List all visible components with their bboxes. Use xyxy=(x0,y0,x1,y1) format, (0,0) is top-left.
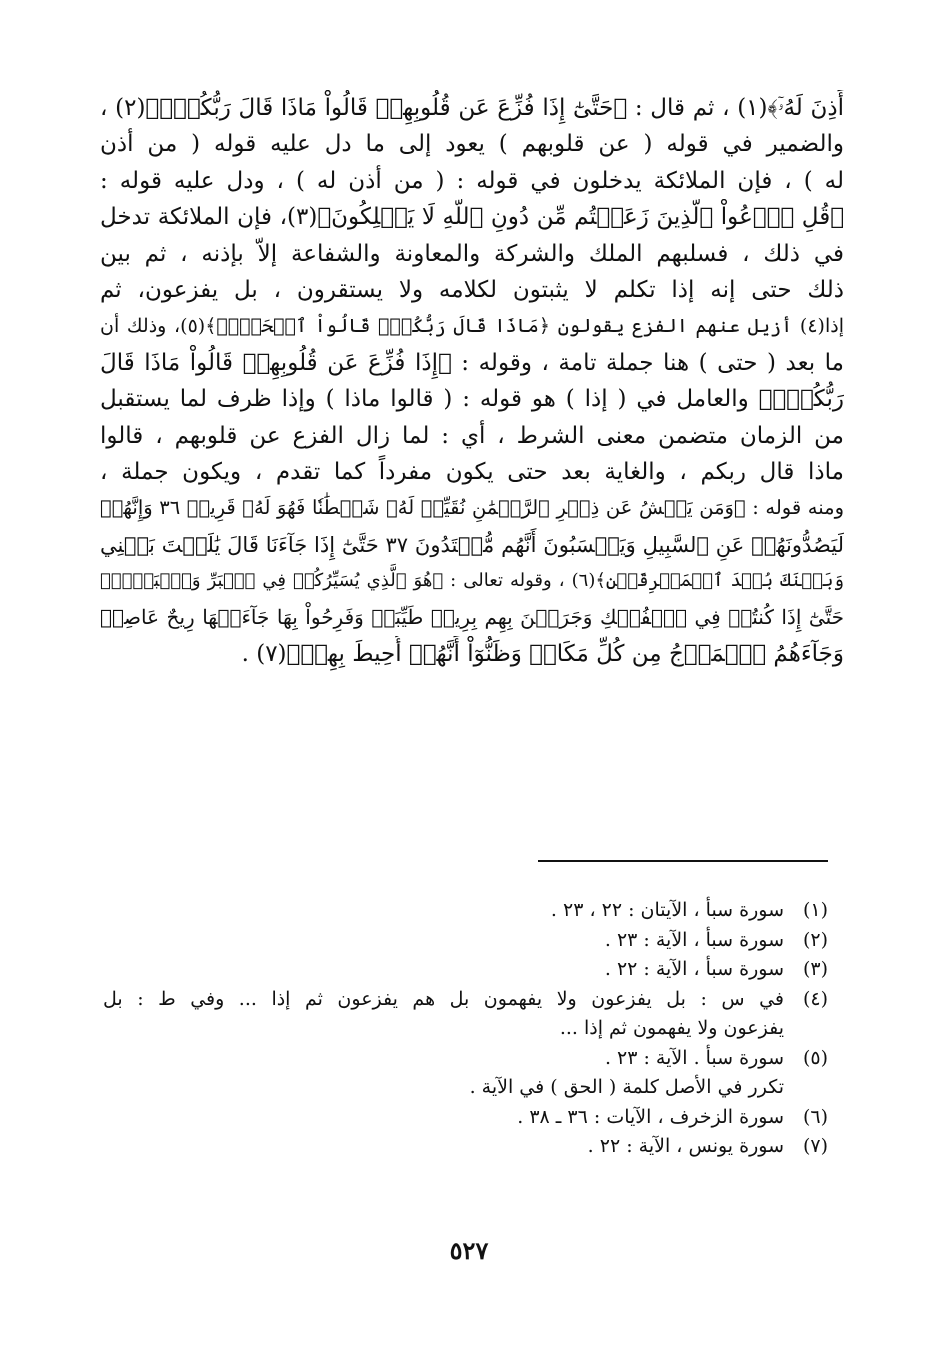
body-line-8: ما بعد ( حتى ) هنا جملة تامة ، وقوله : ﴿إِذَا فُزِّعَ عَن قُلُوبِهِمۡ قَالُواْ مَاذَا قَالَ xyxy=(100,349,844,376)
footnote-number: (٢) xyxy=(802,928,828,951)
footnote-number: (٤) xyxy=(802,987,828,1010)
footnote-text-line: يفزعون ولا يفهمون ثم إذا ... xyxy=(559,1017,784,1039)
footnote-text-line: في س : بل يفزعون ولا يفهمون بل هم يفزعون ثم إذا ... وفي ط : بل xyxy=(103,987,784,1010)
footnote-text xyxy=(103,985,784,1044)
body-line-3: له ) ، فإن الملائكة يدخلون في قوله : ( من أذن له ) ، ودل عليه قوله : xyxy=(100,167,844,194)
body-line-7: إذا(٤) أزيل عنهم الفزع يقولون ﴿مَاذَا قَالَ رَبُّكُمۡۖ قَالُواْ ٱلۡحَقَّۖ﴾(٥)، وذلك أن xyxy=(100,315,844,338)
body-line-16: وَجَآءَهُمُ ٱلۡمَوۡجُ مِن كُلِّ مَكَانٖ وَظَنُّوٓاْ أَنَّهُمۡ أُحِيطَ بِهِمۡ﴾(٧) . xyxy=(241,640,844,667)
footnote-text: سورة سبأ ، الآية : ٢٣ . xyxy=(604,928,784,951)
footnote-2 xyxy=(103,926,828,956)
footnote-separator xyxy=(538,860,828,862)
footnote-number: (٧) xyxy=(802,1135,828,1157)
body-line-4: ﴿قُلِ ٱدۡعُواْ ٱلَّذِينَ زَعَمۡتُم مِّن دُونِ ٱللَّهِ لَا يَمۡلِكُونَ﴾(٣)، فإن الملائكة تدخل xyxy=(100,204,844,231)
body-line-1: أَذِنَ لَهُۥٓ﴾(١) ، ثم قال : ﴿حَتَّىٰٓ إِذَا فُزِّعَ عَن قُلُوبِهِمۡ قَالُواْ مَاذَا قَالَ رَبُّكُمۡۖ﴾(٢) ، xyxy=(100,95,844,121)
footnote-1 xyxy=(103,896,828,926)
body-line-13: لَيَصُدُّونَهُمۡ عَنِ ٱلسَّبِيلِ وَيَحۡسَبُونَ أَنَّهُم مُّهۡتَدُونَ ٣٧ حَتَّىٰٓ إِذَا جَآءَنَا قَالَ يَٰلَيۡتَ بَيۡنِي xyxy=(100,532,844,557)
footnote-text: سورة الزخرف ، الآيات : ٣٦ ـ ٣٨ . xyxy=(517,1105,784,1128)
body-line-10: من الزمان متضمن معنى الشرط ، أي : لما زال الفزع عن قلوبهم ، قالوا xyxy=(100,422,844,449)
body-line-2: والضمير في قوله ( عن قلوبهم ) يعود إلى ما دل عليه قوله ( من أذن xyxy=(100,131,844,158)
footnote-4 xyxy=(103,985,828,1044)
body-line-5: في ذلك ، فسلبهم الملك والشركة والمعاونة والشفاعة إلاّ بإذنه ، ثم بين xyxy=(100,240,844,267)
footnote-number: (٥) xyxy=(802,1046,828,1069)
body-line-9: رَبُّكُمۡۖ﴾ والعامل في ( إذا ) هو قوله : ( قالوا ماذا ) وإذا ظرف لما يستقبل xyxy=(100,386,844,413)
footnote-7 xyxy=(103,1132,828,1162)
footnotes xyxy=(103,896,828,1162)
footnote-text: سورة سبأ . الآية : ٢٣ . xyxy=(604,1046,784,1069)
footnote-number: (١) xyxy=(802,899,828,921)
footnote-5 xyxy=(103,1044,828,1074)
body-line-11: ماذا قال ربكم ، والغاية بعد حتى يكون مفرداً كما تقدم ، ويكون جملة ، xyxy=(100,458,844,485)
footnote-5-note: تكرر في الأصل كلمة ( الحق ) في الآية . xyxy=(469,1076,784,1098)
main-text-block xyxy=(100,90,844,672)
footnote-6 xyxy=(103,1103,828,1133)
body-line-15: حَتَّىٰٓ إِذَا كُنتُمۡ فِي ٱلۡفُلۡكِ وَجَرَيۡنَ بِهِم بِرِيحٖ طَيِّبَةٖ وَفَرِحُواْ بِهَا جَآءَتۡهَا رِيحٌ عَاصِفٞ xyxy=(100,605,844,630)
body-line-12: ومنه قوله : ﴿وَمَن يَعۡشُ عَن ذِكۡرِ ٱلرَّحۡمَٰنِ نُقَيِّضۡ لَهُۥ شَيۡطَٰنٗا فَهُوَ لَهُۥ قَرِينٞ ٣٦ وَإِنَّهُمۡ xyxy=(100,496,844,520)
footnote-text: سورة سبأ ، الآيتان : ٢٢ ، ٢٣ . xyxy=(550,899,784,921)
footnote-number: (٦) xyxy=(802,1105,828,1128)
footnote-number: (٣) xyxy=(802,958,828,980)
body-line-6: ذلك حتى إنه إذا تكلم لا يثبتون لكلامه ولا يستقرون ، بل يفزعون، ثم xyxy=(100,276,844,303)
footnote-text: سورة سبأ ، الآية : ٢٢ . xyxy=(604,958,784,980)
page-number: ٥٢٧ xyxy=(449,1236,489,1265)
footnote-3 xyxy=(103,955,828,985)
footnote-text: سورة يونس ، الآية : ٢٢ . xyxy=(587,1135,784,1157)
body-line-14: وَبَيۡنَكَ بُعۡدَ ٱلۡمَشۡرِقَيۡنِ﴾(٦) ، وقوله تعالى : ﴿هُوَ ٱلَّذِي يُسَيِّرُكُمۡ فِي ٱلۡبَرِّ وَٱلۡبَحۡرِۖ xyxy=(100,570,844,592)
